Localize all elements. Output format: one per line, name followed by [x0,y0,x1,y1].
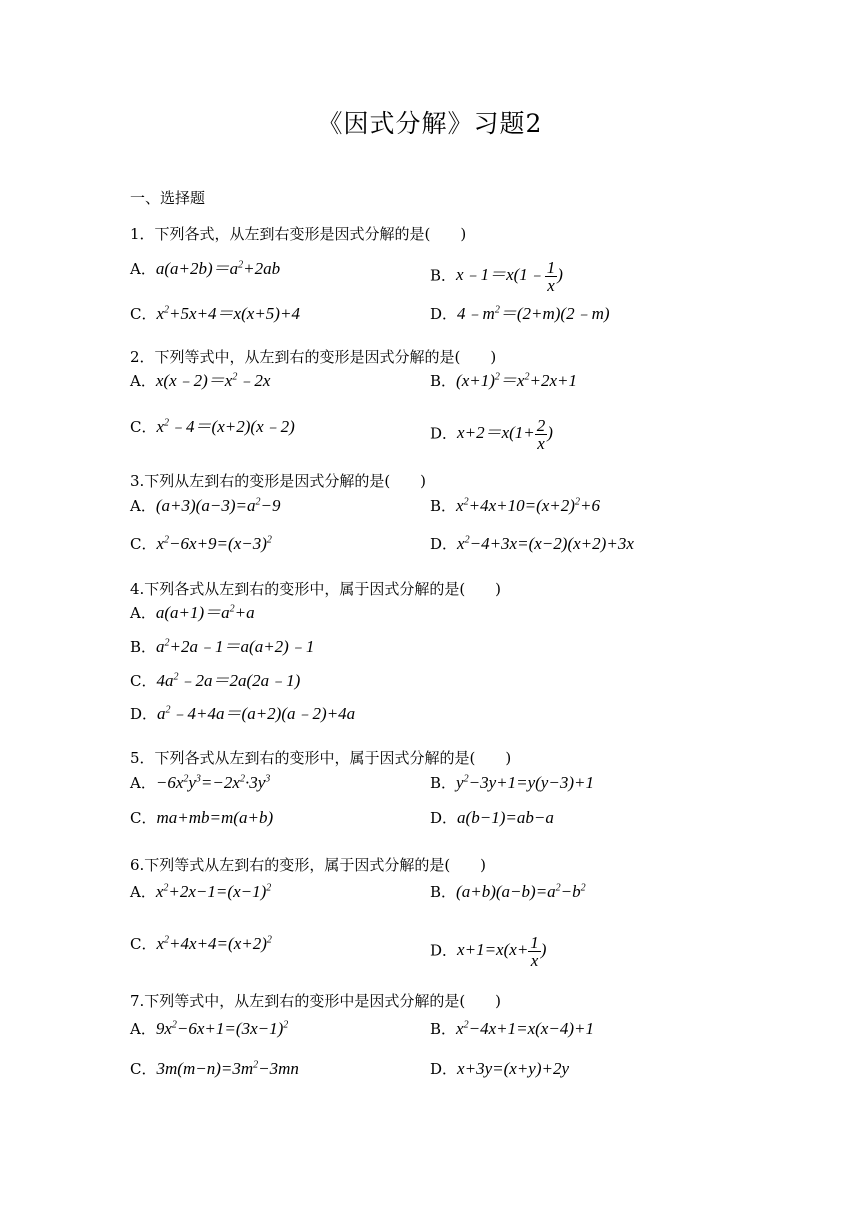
expression-suffix: ) [547,423,553,443]
option-expression: $-6x^2y^3=-2x^2\cdot 3y^3$ [155,773,271,792]
answer-option-c [130,417,295,437]
option-label: A． [130,883,156,901]
answer-option-c [130,934,272,954]
answer-option-a [130,259,280,279]
fraction [545,259,558,294]
option-label: B． [430,774,457,792]
option-expression: $x^2+5x+4=x(x+5)+4$ [156,304,300,323]
option-expression: $y^2-3y+1=y(y-3)+1$ [456,773,594,792]
option-expression: $9x^2-6x+1=(3x-1)^2$ [155,1019,289,1038]
question-stem: 3.下列从左到右的变形是因式分解的是( ) [130,472,427,490]
option-label: B． [130,638,157,656]
expression-prefix: x+2＝x(1+ [457,423,535,443]
option-expression: $x^2-4x+1=x(x-4)+1$ [456,1019,594,1038]
question-stem: 4.下列各式从左到右的变形中，属于因式分解的是( ) [130,580,502,598]
expression-prefix: x﹣1＝x(1﹣ [456,265,545,285]
answer-option-d [430,534,634,554]
answer-option-b [430,882,586,902]
option-expression: $4a^2﹣2a=2a(2a﹣1)$ [156,671,301,690]
option-expression: $x^2-6x+9=(x-3)^2$ [156,534,272,553]
option-label: A． [130,1020,156,1038]
option-expression: $3m(m-n)=3m^2-3mn$ [156,1059,299,1078]
option-label: A． [130,497,156,515]
question-stem: 2．下列等式中，从左到右的变形是因式分解的是( ) [130,348,497,366]
option-label: D． [130,705,158,723]
answer-option-a [130,773,270,793]
fraction [528,934,541,969]
option-label: D． [430,424,458,443]
option-expression [457,416,553,453]
answer-option-d [430,1059,569,1079]
option-label: C． [130,535,157,553]
option-label: B． [430,497,457,515]
option-expression: $x^2+4x+4=(x+2)^2$ [156,934,272,953]
option-expression: $(x+1)^2=x^2+2x+1$ [456,371,577,390]
answer-option-d [430,304,610,324]
answer-option-b [430,259,563,294]
answer-option-b [130,637,314,657]
answer-option-a [130,496,280,516]
option-expression [457,933,547,970]
expression-suffix: ) [540,940,547,960]
answer-option-c [130,304,300,324]
answer-option-b [430,773,594,793]
fraction-numerator: 1 [546,258,556,277]
answer-option-d [430,934,546,969]
answer-option-b [430,371,577,391]
option-expression: $(a+b)(a-b)=a^2-b^2$ [456,882,586,901]
option-label: C． [130,935,157,953]
answer-option-c [130,534,272,554]
option-expression: $a(a+1)=a^2+a$ [155,603,255,622]
option-label: A． [130,260,156,278]
question-stem: 1．下列各式，从左到右变形是因式分解的是( ) [130,225,467,243]
option-label: C． [130,418,157,436]
question-stem: 7.下列等式中，从左到右的变形中是因式分解的是( ) [130,992,502,1010]
answer-option-c [130,1059,299,1079]
option-expression: $4﹣m^2=(2+m)(2﹣m)$ [457,304,610,323]
option-label: B． [430,266,457,285]
option-expression: $x^2+2x-1=(x-1)^2$ [155,882,272,901]
option-expression: $a^2+2a﹣1=a(a+2)﹣1$ [156,637,315,656]
fraction-numerator: 1 [530,933,539,952]
answer-option-a [130,1019,288,1039]
option-label: D． [430,1060,458,1078]
question-stem: 6.下列等式从左到右的变形，属于因式分解的是( ) [130,856,487,874]
fraction-numerator: 2 [536,416,546,435]
option-expression: $a^2﹣4+4a=(a+2)(a﹣2)+4a$ [157,704,356,723]
option-expression: $a(a+2b)=a^2+2ab$ [155,259,281,278]
answer-option-a [130,882,271,902]
page-title: 《因式分解》习题2 [317,109,543,138]
expression-prefix: x+1=x(x+ [457,940,529,960]
fraction-denominator: x [537,434,545,453]
fraction-denominator: x [547,276,555,295]
option-expression: ma+mb=m(a+b) [156,808,274,827]
option-label: D． [430,809,458,827]
expression-suffix: ) [557,265,563,285]
option-expression: a(b−1)=ab−a [457,808,554,827]
option-label: A． [130,372,156,390]
option-label: A． [130,604,156,622]
answer-option-b [430,496,600,516]
option-expression: $x^2﹣4=(x+2)(x﹣2)$ [156,417,295,436]
option-label: B． [430,1020,457,1038]
section-heading: 一、选择题 [130,189,206,207]
option-label: C． [130,305,157,323]
option-label: D． [430,305,458,323]
answer-option-d [430,417,553,452]
option-expression [456,258,563,295]
answer-option-d [430,808,554,828]
answer-option-b [430,1019,594,1039]
option-expression: $x^2-4+3x=(x-2)(x+2)+3x$ [457,534,634,553]
option-label: C． [130,1060,157,1078]
question-stem: 5．下列各式从左到右的变形中，属于因式分解的是( ) [130,749,512,767]
option-expression: $x^2+4x+10=(x+2)^2+6$ [456,496,600,515]
fraction-denominator: x [530,951,539,970]
option-label: B． [430,883,457,901]
answer-option-c [130,671,300,691]
option-expression: x+3y=(x+y)+2y [457,1059,570,1078]
option-label: D． [430,941,458,960]
option-label: A． [130,774,156,792]
answer-option-a [130,371,270,391]
option-label: C． [130,809,157,827]
option-label: D． [430,535,458,553]
answer-option-a [130,603,255,623]
option-label: C． [130,672,157,690]
fraction [535,417,548,452]
option-label: B． [430,372,457,390]
option-expression: $x(x﹣2)=x^2﹣2x$ [155,371,271,390]
answer-option-d [130,704,355,724]
option-expression: $(a+3)(a-3)=a^2-9$ [155,496,281,515]
answer-option-c [130,808,273,828]
